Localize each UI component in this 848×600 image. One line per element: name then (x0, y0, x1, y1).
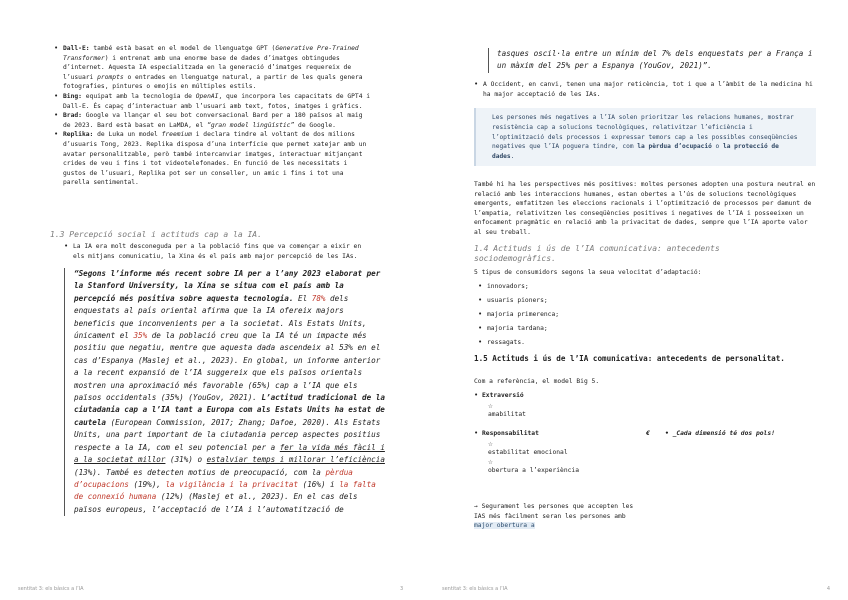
ai-tool-name: Brad: (63, 112, 82, 120)
consumer-type-item: • majoria tardana; (478, 324, 678, 334)
text-segment: “gran model lingüístic” (207, 121, 295, 129)
intro-list (64, 242, 374, 261)
text-segment: 35% (133, 331, 148, 341)
text-segment: la pèrdua d’ocupació (637, 143, 712, 151)
text-segment: pèrdua d’ocupacions (74, 467, 353, 489)
page-number: 4 (826, 586, 830, 592)
text-segment: OpenAI (195, 92, 219, 100)
ai-tool-name: Dall-E: (63, 45, 90, 52)
text-segment: fer la vida més fàcil i a la societat millor (74, 442, 385, 465)
text-segment: també està basat en el model de llenguatge GPT ( (89, 45, 276, 52)
callout-text (492, 113, 802, 162)
stanford-quote (64, 268, 386, 516)
ai-tools-list (54, 44, 372, 188)
text-segment: i declara tindre al voltant de dos milions d’usuaris Tong, 2023. Replika disposa d’una interfície que permet xatejar amb un avatar personalitzable, però també intercanviar imatges, interactuar mitjançant crides de veu i fins i tot videotelefonades. En funció de les necessitats i gustos de l’usuari, Replika pot ser un conseller, un amic i fins i tot una parella sentimental. (63, 131, 367, 187)
positive-perspectives-paragraph: També hi ha les perspectives més positives: moltes persones adopten una postura neutral en relació amb les interaccions humanes, estan obertes a l’ús de solucions tecnològiques emergents, emfatitzen les eleccions racionals i l’optimització de processos per damunt de l’empatia, relativitzen les conseqüències positives i negatives de l’IA i posseeixen un enfocament pragmàtic en relació amb la privacitat de dades, sempre que l’IA aporte valor al seu treball. (474, 181, 816, 236)
page-number: 3 (400, 586, 404, 592)
text-segment: de Google. (294, 121, 336, 129)
note-bullet: • (664, 430, 669, 437)
note-mark: € (646, 430, 650, 437)
text-segment: dels enquestats al país oriental afirma que la IA ofereix majors beneficis que inconvenients per a la societat. Als Estats Units, únicament el (74, 293, 367, 341)
star-icon: ☆ (488, 400, 493, 410)
ai-tool-name: Replika: (63, 131, 94, 139)
consumer-type-item: • majoria primerenca; (478, 310, 678, 320)
text-segment: (13%). També es detecten motius de preocupació, com la (74, 467, 326, 477)
bullet-icon: • (474, 391, 479, 399)
ai-tool-item (54, 44, 372, 92)
consumer-type-item: • usuaris pioners; (478, 296, 678, 306)
quote-continuation: tasques oscil·la entre un mínim del 7% dels enquestats per a França i un màxim del 25% per a Espanya (YouGov, 2021)”. (488, 48, 817, 73)
big5-intro: Com a referència, el model Big 5. (474, 378, 600, 385)
section-heading-1-5: 1.5 Actituds i ús de l’IA comunicativa: antecedents de personalitat. (474, 354, 785, 363)
text-segment: (31%) o (165, 455, 207, 465)
consumer-type-item: • innovadors; (478, 282, 678, 292)
star-icon: ☆ (488, 457, 493, 467)
text-segment: 78% (311, 293, 326, 303)
text-segment: , que incorpora les capacitats de GPT4 i Dall-E. És capaç d’interactuar amb l’usuari amb text, fotos, imatges i gràfics. (63, 92, 371, 110)
text-segment: o entrades en llenguatge natural, a partir de les quals genera fotografies, pintures o emojis en múltiples estils. (63, 73, 363, 91)
text-segment: freemium (161, 131, 192, 139)
negative-attitudes-callout (474, 108, 816, 166)
occident-bullet: • A Occident, en canvi, tenen una major reticència, tot i que a l’àmbit de la medicina hi ha major acceptació de les IAs. (474, 80, 814, 99)
text-segment: Google va llançar el seu bot conversacional Bard per a 180 països al maig de 2023. Bard està basat en LaMDA, el (63, 112, 363, 129)
text-segment: de la població creu que la IA té un impacte més positiu que negatiu, mentre que aquesta dada ascendeix al 53% en el cas d’Espanya (Maslej et al., 2023). En global, un informe anterior a la recent expansió de l’IA suggereix que els països orientals mostren una aproximació més favorable (65%) cap a l’IA que els països occidentals (35%) (YouGov, 2021). (74, 331, 381, 403)
trait-name: Extraversió (482, 392, 524, 399)
ai-tool-item (54, 92, 372, 111)
text-segment: (16%) i (298, 479, 340, 489)
arrow-highlight: major obertura a (474, 522, 535, 530)
right-page (424, 0, 848, 600)
ai-tool-name: Bing: (63, 92, 82, 100)
note-text: _Cada dimensió té dos pols! (672, 430, 775, 437)
dimension-note (646, 429, 775, 439)
text-segment: (European Commission, 2017; Zhang; Dafoe, 2020). Als Estats Units, una part important de la ciutadania percep aspectes positius respecte a la IA, com el seu potencial per a (74, 417, 381, 452)
footer-label: sentitat 3: els bàsics a l’IA (18, 586, 84, 592)
text-segment: . (510, 153, 515, 161)
text-segment: la vigilància i la privacitat (165, 479, 299, 489)
occident-list (474, 80, 814, 99)
star-icon: ☆ (488, 438, 493, 448)
text-segment: (12%) (Maslej et al., 2023). En el cas dels països europeus, l’acceptació de l’IA i l’automatització de (74, 492, 358, 514)
text-segment: de Luka un model (93, 131, 162, 139)
text-segment: Les persones més negatives a l’IA solen prioritzar les relacions humanes, mostrar resistència cap a solucions tecnològiques, relativitzar l’eficiència i l’optimització dels processos i expressar temors cap a les possibles conseqüències negatives que l’IA poguera tindre, com (492, 114, 798, 151)
text-segment: L’actitud tradicional de la ciutadania cap a l’IA tant a Europa com als Estats Units ha estat de cautela (74, 393, 385, 427)
consumer-types-list (478, 282, 678, 351)
intro-bullet: • La IA era molt desconeguda per a la població fins que va començar a eixir en els mitjans comunicatiu, la Xina és el país amb major percepció de les IAs. (64, 242, 374, 261)
text-segment: equipat amb la tecnologia de (81, 92, 196, 100)
text-segment: o (711, 143, 723, 151)
consumer-type-item: • ressagats. (478, 338, 678, 348)
text-segment: la protecció de dades (492, 143, 779, 161)
text-segment: prompts (97, 73, 124, 81)
trait-sub: estabilitat emocional (488, 448, 568, 456)
footer-label: sentitat 3: els bàsics a l’IA (442, 586, 508, 592)
arrow-text: → Segurament les persones que accepten les IAS més fàcilment seran les persones amb (474, 503, 634, 520)
section-heading-1-4: 1.4 Actituds i ús de l’IA comunicativa: antecedents sociodemogràfics. (474, 244, 720, 263)
text-segment: ) i entrenat amb una enorme base de dades d’imatges obtingudes d’internet. Aquesta IA especialitzada en la generació d’imatges requereix de l’usuari (63, 54, 352, 81)
consumer-types-intro: 5 tipus de consumidors segons la seua velocitat d’adaptació: (474, 269, 702, 276)
trait-sub: obertura a l’experiència (488, 467, 579, 475)
trait-sub: amabilitat (488, 410, 526, 418)
text-segment: El (293, 293, 312, 303)
section-heading-1-3: 1.3 Percepció social i actituds cap a la IA. (50, 230, 262, 239)
arrow-note (474, 502, 634, 531)
text-segment: la falta de connexió humana (74, 479, 376, 502)
trait-name: Responsabilitat (482, 430, 539, 437)
text-segment: estalviar temps i millorar l’eficiència (206, 455, 385, 465)
text-segment: “Segons l’informe més recent sobre IA per a l’any 2023 elaborat per la Stanford University, la Xina se situa com el país amb la percepció més positiva sobre aquesta tecnologia. (74, 269, 381, 303)
text-segment: Generative Pre-Trained Transformer (63, 45, 359, 62)
text-segment: (19%), (128, 479, 166, 489)
trait-extraversio (474, 391, 526, 419)
ai-tool-item (54, 130, 372, 188)
bullet-icon: • (474, 429, 479, 437)
trait-responsabilitat (474, 429, 579, 476)
ai-tool-item (54, 111, 372, 130)
